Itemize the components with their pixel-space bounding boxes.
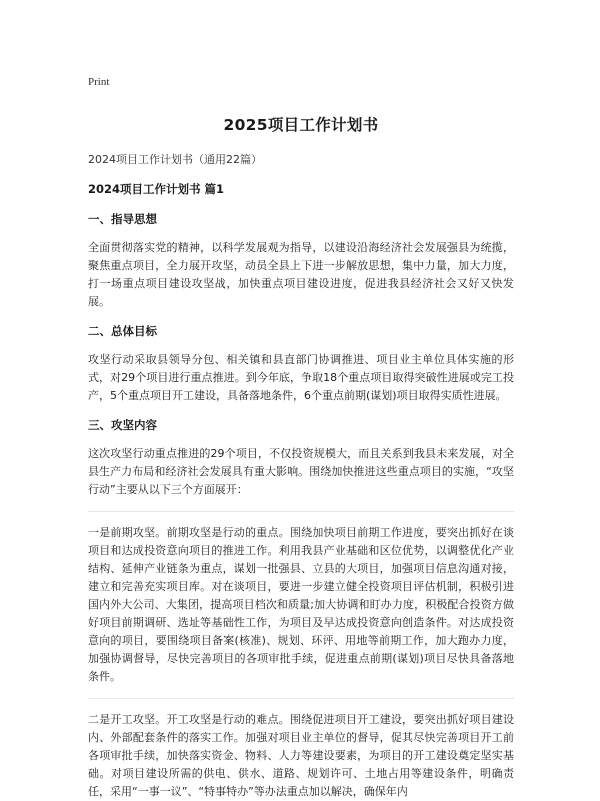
section-title: 2024项目工作计划书 篇1	[88, 182, 225, 196]
print-link[interactable]: Print	[88, 76, 110, 88]
heading-tackle-content: 三、攻坚内容	[88, 418, 157, 432]
paragraph-overall-goal: 攻坚行动采取县领导分包、相关镇和县直部门协调推进、项目业主单位具体实施的形式，对29个项目进行重点推进。到今年底，争取18个重点项目取得突破性进展或完工投产，5个重点项目开工建设，具备落地条件，6个重点前期(谋划)项目取得实质性进展。	[88, 353, 514, 402]
divider	[88, 698, 514, 699]
paragraph-guiding-ideology: 全面贯彻落实党的精神，以科学发展观为指导，以建设沿海经济社会发展强县为统揽，聚焦重点项目，全力展开攻坚，动员全县上下进一步解放思想，集中力量，加大力度，打一场重点项目建设攻坚战，加快重点项目建设进度，促进我县经济社会又好又快发展。	[88, 241, 514, 308]
paragraph-preliminary-tackle: 一是前期攻坚。前期攻坚是行动的重点。围绕加快项目前期工作进度，要突出抓好在谈项目和达成投资意向项目的推进工作。利用我县产业基础和区位优势，以调整优化产业结构、延伸产业链条为重点，谋划一批强县、立县的大项目，加强项目信息沟通对接，建立和完善充实项目库。对在谈项目，要进一步建立健全投资项目评估机制，积极引进国内外大公司、大集团，提高项目档次和质量;加大协调和盯办力度，积极配合投资方做好项目前期调研、选址等基础性工作，为项目及早达成投资意向创造条件。对达成投资意向的项目，要围绕项目备案(核准)、规划、环评、用地等前期工作，加大跑办力度，加强协调督导，尽快完善项目的各项审批手续，促进重点前期(谋划)项目尽快具备落地条件。	[88, 526, 514, 683]
document-subtitle: 2024项目工作计划书（通用22篇）	[88, 153, 262, 166]
heading-overall-goal: 二、总体目标	[88, 324, 157, 338]
heading-guiding-ideology: 一、指导思想	[88, 212, 157, 226]
page-title: 2025项目工作计划书	[223, 116, 379, 134]
paragraph-tackle-intro: 这次攻坚行动重点推进的29个项目，不仅投资规模大，而且关系到我县未来发展，对全县生产力布局和经济社会发展具有重大影响。围绕加快推进这些重点项目的实施，“攻坚行动”主要从以下三个方面展开：	[88, 447, 514, 496]
divider	[88, 511, 514, 512]
paragraph-commencement-tackle: 二是开工攻坚。开工攻坚是行动的难点。围绕促进项目开工建设，要突出抓好项目建设内、外部配套条件的落实工作。加强对项目业主单位的督导，促其尽快完善项目开工前各项审批手续，加快落实资金、物料、人力等建设要素，为项目的开工建设奠定坚实基础。对项目建设所需的供电、供水、道路、规划许可、土地占用等建设条件，明确责任，采用“一事一议”、“特事特办”等办法重点加以解决，确保年内	[88, 713, 514, 798]
